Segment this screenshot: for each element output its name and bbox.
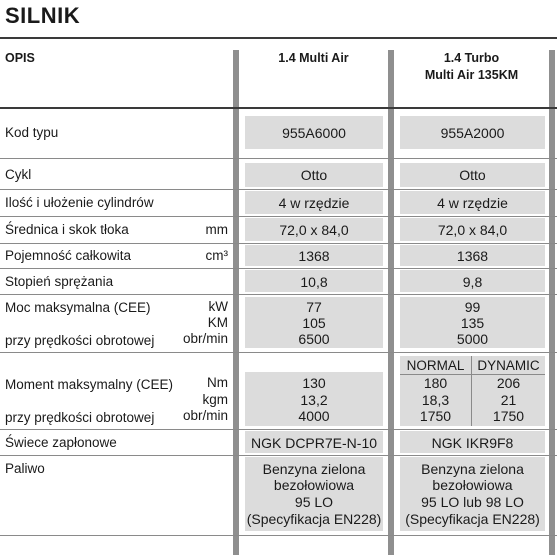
row-label-moc-rpm: przy prędkości obrotowej xyxy=(5,333,155,348)
value-paliwo-2-line2: bezołowiowa xyxy=(432,477,513,493)
value-paliwo-2-line4: (Specyfikacja EN228) xyxy=(405,511,540,527)
row-label-moment-rpm: przy prędkości obrotowej xyxy=(5,410,155,425)
value-swiece-1: NGK DCPR7E-N-10 xyxy=(250,435,378,451)
row-label-moc: Moc maksymalna (CEE) xyxy=(5,300,151,315)
row-label-kod-typu: Kod typu xyxy=(5,125,59,140)
unit-nm: Nm xyxy=(207,375,228,390)
value-moment-nm-dynamic: 206 xyxy=(496,375,521,391)
value-srednica-2: 72,0 x 84,0 xyxy=(437,222,508,238)
row-divider xyxy=(0,429,557,430)
top-rule xyxy=(0,37,557,39)
value-moment-kgm-normal: 18,3 xyxy=(421,392,450,408)
value-moc-rpm-1: 6500 xyxy=(298,331,330,347)
row-label-srednica: Średnica i skok tłoka xyxy=(5,222,129,237)
value-moment-rpm-normal: 1750 xyxy=(419,408,452,424)
value-paliwo-1-line4: (Specyfikacja EN228) xyxy=(246,511,382,527)
value-pojemnosc-1: 1368 xyxy=(298,248,330,264)
value-cykl-2: Otto xyxy=(459,167,486,183)
unit-mm: mm xyxy=(205,222,228,237)
value-sprezanie-1: 10,8 xyxy=(300,274,328,290)
header-opis: OPIS xyxy=(5,51,35,65)
label-normal: NORMAL xyxy=(406,358,465,373)
value-cykl-1: Otto xyxy=(300,167,328,183)
row-divider xyxy=(0,352,557,353)
value-moment-kgm-1: 13,2 xyxy=(300,392,328,408)
value-moment-rpm-dynamic: 1750 xyxy=(492,408,525,424)
header-col1: 1.4 Multi Air xyxy=(278,51,349,65)
value-pojemnosc-2: 1368 xyxy=(456,248,489,264)
value-moment-rpm-1: 4000 xyxy=(298,408,330,424)
row-divider xyxy=(0,535,557,536)
value-swiece-2: NGK IKR9F8 xyxy=(431,435,514,451)
column-separator xyxy=(388,50,394,555)
value-kod-typu-2: 955A2000 xyxy=(440,125,505,141)
row-divider xyxy=(0,216,557,217)
value-moc-kw-2: 99 xyxy=(464,299,481,315)
header-col2-line1: 1.4 Turbo xyxy=(443,51,500,65)
page-title: SILNIK xyxy=(5,3,81,28)
value-sprezanie-2: 9,8 xyxy=(462,274,483,290)
value-moment-nm-normal: 180 xyxy=(423,375,448,391)
unit-obr-min: obr/min xyxy=(182,331,228,346)
row-label-sprezanie: Stopień sprężania xyxy=(5,274,114,289)
row-label-pojemnosc: Pojemność całkowita xyxy=(5,248,132,263)
value-moc-kw-1: 77 xyxy=(306,299,322,315)
value-paliwo-1-line2: bezołowiowa xyxy=(273,477,355,493)
unit-obr-min: obr/min xyxy=(182,408,228,423)
row-label-moment: Moment maksymalny (CEE) xyxy=(5,377,174,392)
label-dynamic: DYNAMIC xyxy=(477,358,540,373)
row-divider xyxy=(0,189,557,190)
unit-kgm: kgm xyxy=(202,392,228,407)
value-paliwo-2-line1: Benzyna zielona xyxy=(421,461,524,477)
row-label-paliwo: Paliwo xyxy=(5,461,45,476)
value-paliwo-1-line3: 95 LO xyxy=(294,494,334,510)
row-label-cylindry: Ilość i ułożenie cylindrów xyxy=(5,195,154,210)
row-divider xyxy=(0,294,557,295)
row-divider xyxy=(0,268,557,269)
value-kod-typu-1: 955A6000 xyxy=(282,125,346,141)
value-moment-kgm-dynamic: 21 xyxy=(500,392,517,408)
value-moment-nm-1: 130 xyxy=(302,375,326,391)
column-separator xyxy=(549,50,555,555)
column-separator xyxy=(233,50,239,555)
value-moc-rpm-2: 5000 xyxy=(456,331,489,347)
value-moc-km-1: 105 xyxy=(302,315,326,331)
unit-cm3: cm³ xyxy=(205,248,228,263)
value-moc-km-2: 135 xyxy=(460,315,485,331)
row-label-cykl: Cykl xyxy=(5,167,32,182)
value-paliwo-2-line3: 95 LO lub 98 LO xyxy=(421,494,524,510)
value-cylindry-2: 4 w rzędzie xyxy=(437,195,508,211)
row-divider xyxy=(0,455,557,456)
row-label-swiece: Świece zapłonowe xyxy=(5,435,117,450)
value-paliwo-1-line1: Benzyna zielona xyxy=(262,461,366,477)
unit-km: KM xyxy=(207,315,228,330)
row-divider xyxy=(0,243,557,244)
row-divider xyxy=(0,158,557,159)
unit-kw: kW xyxy=(208,299,228,314)
value-srednica-1: 72,0 x 84,0 xyxy=(279,222,349,238)
header-rule xyxy=(0,107,557,109)
header-col2-line2: Multi Air 135KM xyxy=(424,68,519,82)
value-cylindry-1: 4 w rzędzie xyxy=(278,195,350,211)
